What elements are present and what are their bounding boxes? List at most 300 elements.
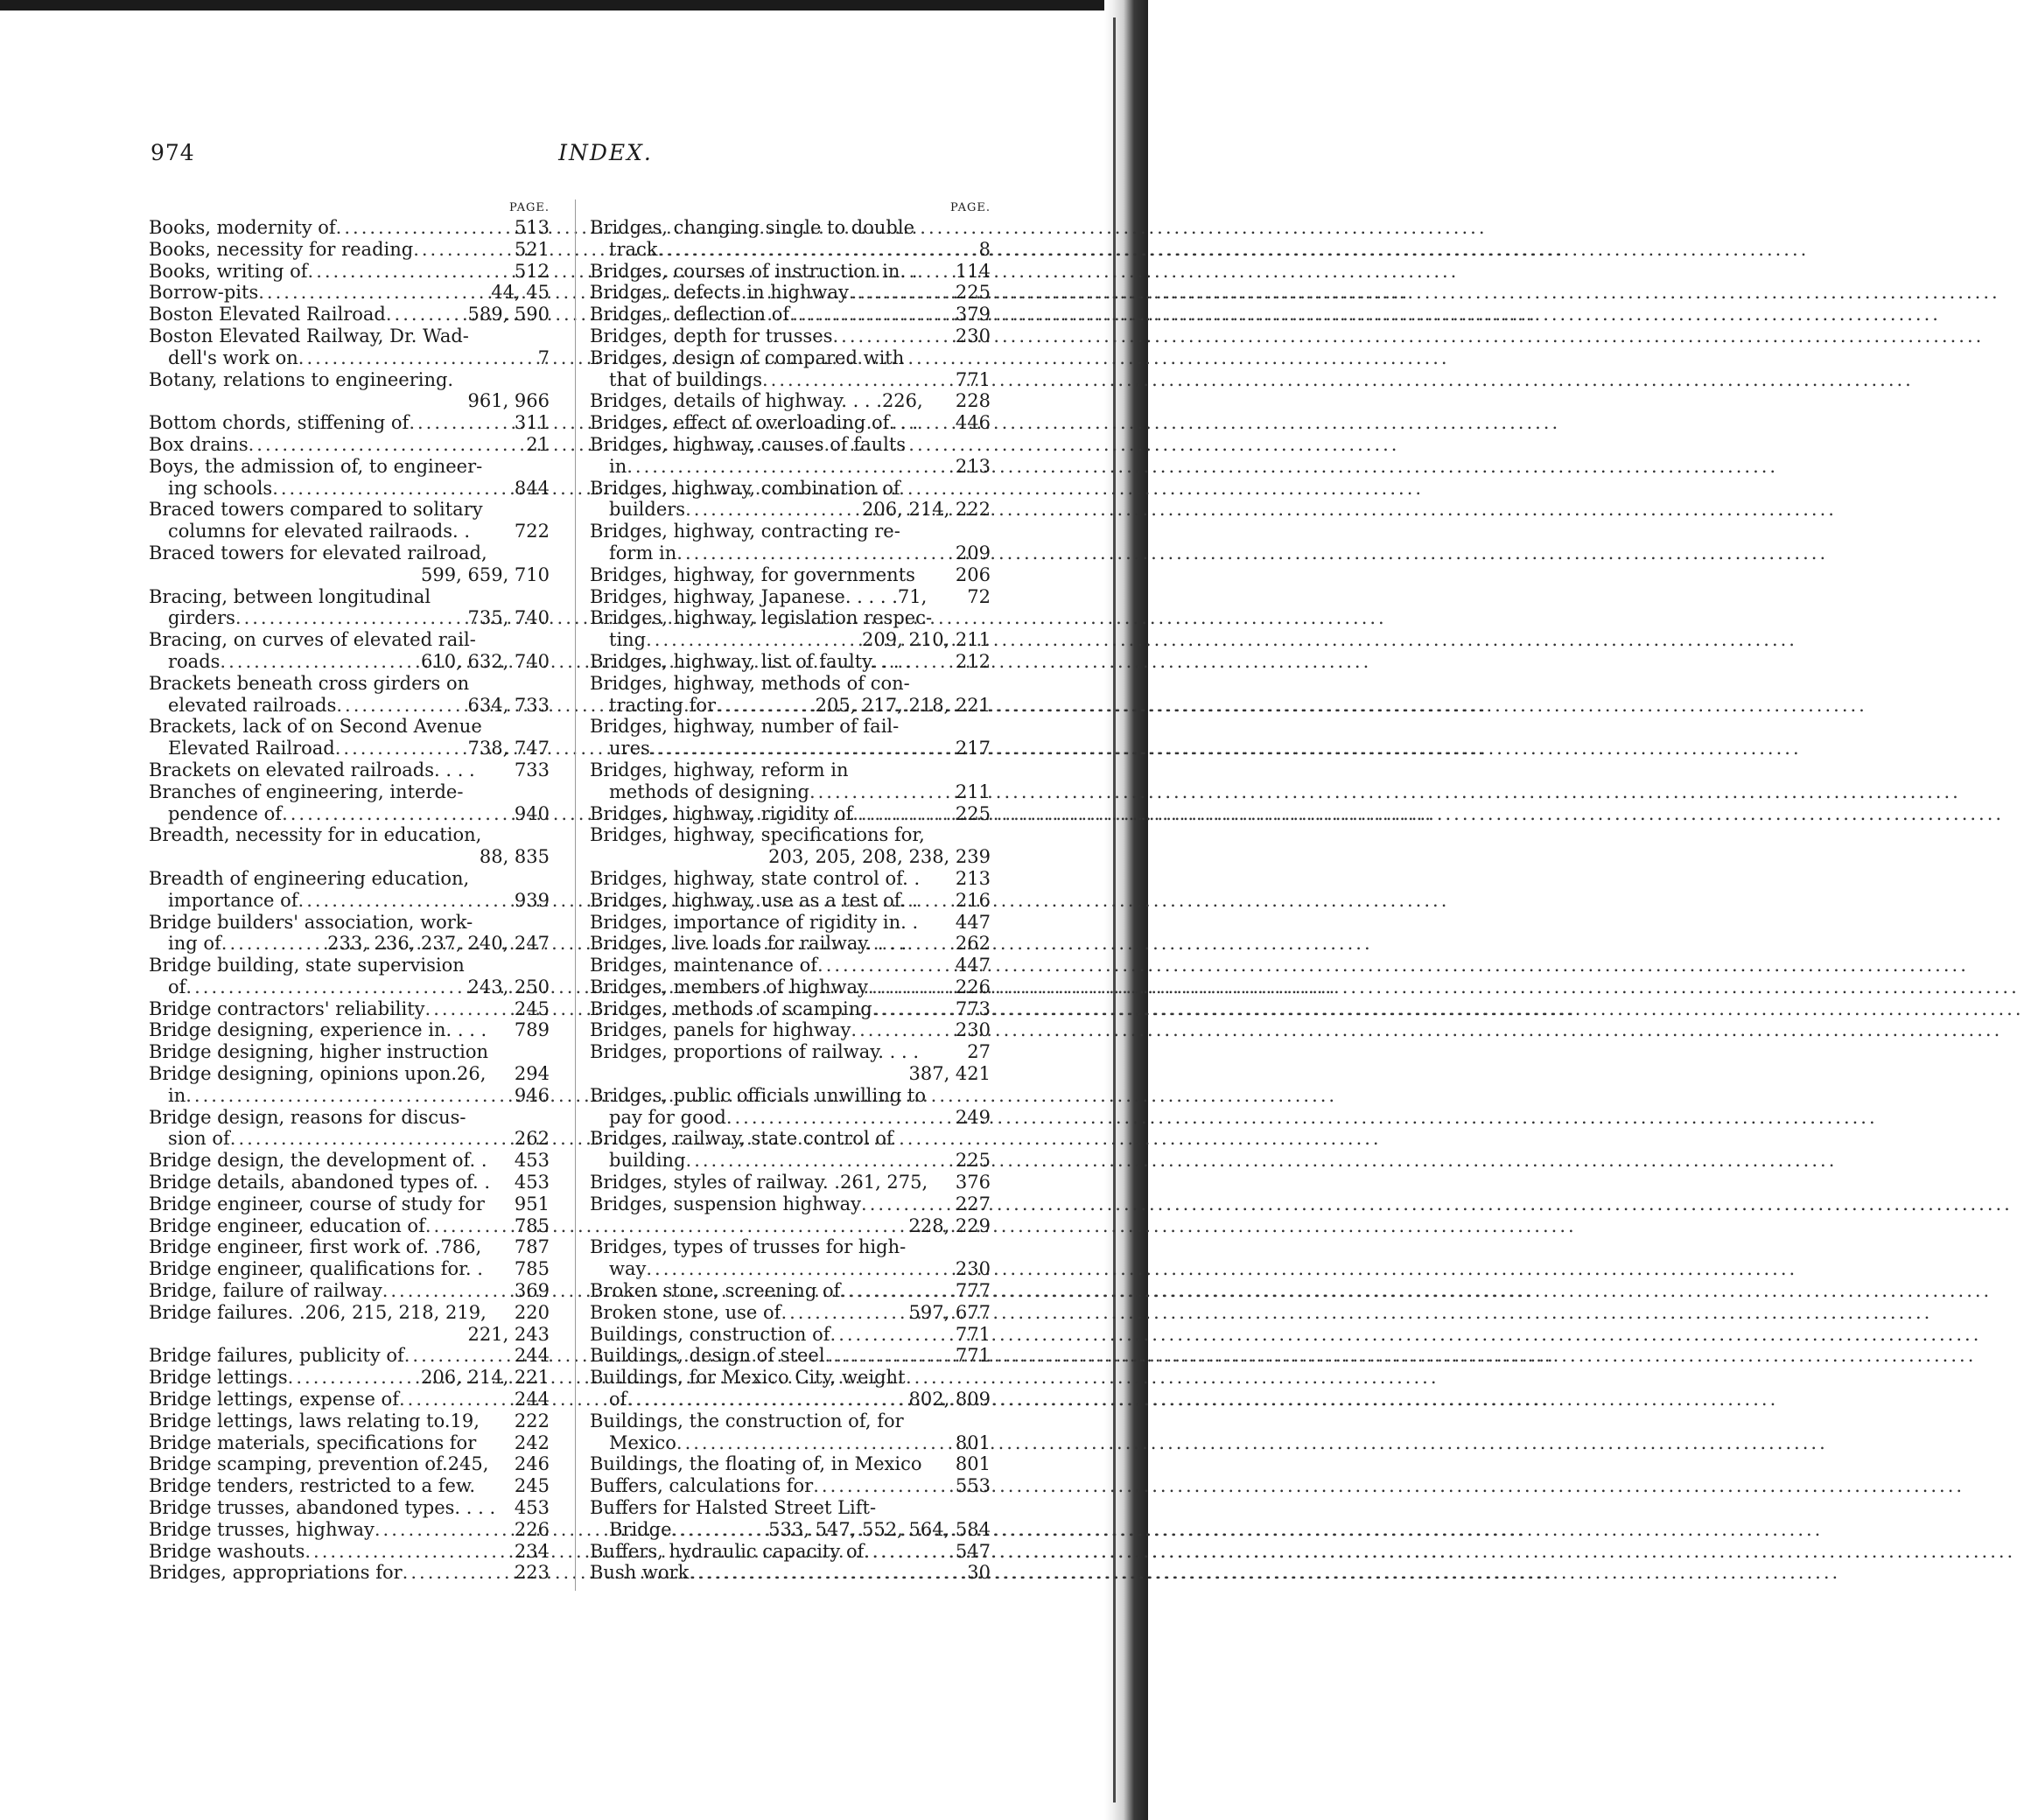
index-entry — [149, 369, 550, 413]
entry-text: Mexico — [609, 1432, 676, 1453]
dot-leader — [817, 955, 950, 976]
index-entry — [590, 1497, 991, 1541]
entry-text: Botany, relations to engineering. — [149, 368, 454, 390]
entry-text: building — [609, 1150, 686, 1172]
entry-line — [590, 673, 991, 695]
dot-leader — [221, 933, 322, 955]
index-entry — [149, 912, 550, 956]
entry-text: Bridges, railway, state control of — [590, 1128, 893, 1150]
entry-text: Bridge engineer, qualifications for. . — [149, 1258, 483, 1280]
entry-line — [149, 1562, 550, 1584]
entry-continuation-line — [590, 239, 991, 261]
entry-text: Bridge, failure of railway — [149, 1280, 382, 1302]
index-entry — [590, 217, 991, 261]
index-entry — [590, 261, 991, 283]
entry-text: Bridges, details of highway. . . .226, — [590, 390, 923, 412]
index-entry — [149, 1497, 550, 1519]
entry-text: Bridges, highway, Japanese. . . . .71, — [590, 585, 928, 607]
entry-text: Bridges, courses of instruction in. . — [590, 260, 918, 282]
entry-text: Bracing, between longitudinal — [149, 585, 431, 607]
entry-text: Borrow-pits — [149, 282, 259, 304]
entry-text: Bridges, highway, legislation respec- — [590, 607, 933, 629]
entry-line — [590, 521, 991, 542]
entry-text: Buffers, calculations for — [590, 1475, 814, 1497]
page-references: 939 — [514, 889, 550, 911]
index-entry — [149, 1302, 550, 1346]
entry-text: ting — [609, 629, 647, 651]
entry-text: tracting for — [609, 694, 717, 716]
entry-continuation-line — [590, 1107, 991, 1129]
dot-leader — [249, 434, 522, 456]
entry-text: Bridges, deflection of — [590, 304, 790, 326]
entry-line — [149, 217, 550, 239]
page-references: 206, 214, 222 — [862, 499, 991, 521]
entry-line — [149, 1258, 550, 1280]
entry-text: pendence of — [168, 802, 283, 824]
index-entry — [149, 304, 550, 326]
dot-leader — [298, 890, 509, 912]
page-references: 610, 632, 740 — [421, 650, 550, 672]
entry-continuation-line — [149, 478, 550, 500]
entry-text: Bridges, suspension highway — [590, 1193, 862, 1214]
dot-leader — [404, 1345, 509, 1367]
page-references: 243, 250 — [467, 976, 550, 998]
page-references: 553 — [955, 1475, 991, 1497]
dot-leader — [868, 976, 950, 998]
dot-leader — [646, 629, 857, 651]
entry-text: Bridges, highway, rigidity of — [590, 802, 853, 824]
entry-line — [590, 347, 991, 369]
page-references: 244 — [514, 1345, 550, 1367]
entry-line — [149, 912, 550, 934]
entry-line — [149, 1453, 550, 1475]
running-head — [151, 140, 1061, 170]
entry-text: Branches of engineering, interde- — [149, 780, 464, 802]
page-references: 940 — [514, 802, 550, 824]
entry-line — [590, 1041, 991, 1063]
page-references: 249 — [955, 1106, 991, 1128]
index-entry — [149, 1562, 550, 1584]
index-entry — [149, 1194, 550, 1215]
entry-text: of — [168, 976, 186, 998]
page-references: 533, 547, 552, 564, 584 — [768, 1518, 991, 1540]
page-references: 801 — [955, 1432, 991, 1453]
dot-leader — [781, 1302, 903, 1324]
entry-text: Bridges, highway, list of faulty. . . . — [590, 650, 911, 672]
index-entry — [590, 434, 991, 478]
index-entry — [590, 868, 991, 890]
entry-continuation-line — [149, 607, 550, 629]
index-entry — [590, 1194, 991, 1237]
index-entry — [149, 217, 550, 239]
entry-line — [590, 1236, 991, 1258]
page-references: 212 — [955, 650, 991, 672]
page-references: 209, 210, 211 — [862, 629, 991, 651]
page-references: 738, 747 — [467, 738, 550, 760]
page-references: 233, 236, 237, 240, 247 — [327, 933, 550, 955]
entry-line — [149, 586, 550, 608]
index-entry — [590, 760, 991, 803]
entry-text: Bridges, changing single to double — [590, 217, 914, 238]
running-title: INDEX. — [558, 140, 653, 165]
page-references: 521 — [514, 238, 550, 260]
entry-text: Bridges, methods of scamping — [590, 998, 872, 1019]
page-references: 946 — [514, 1084, 550, 1106]
entry-text: Bridge designing, higher instruction — [149, 1041, 488, 1063]
entry-line — [149, 434, 550, 456]
entry-line — [149, 955, 550, 976]
dot-leader — [672, 1519, 764, 1541]
entry-line — [590, 1541, 991, 1563]
page-references: 262 — [955, 933, 991, 955]
index-entry — [149, 1475, 550, 1497]
entry-line — [590, 760, 991, 781]
dot-leader — [282, 803, 509, 825]
dot-leader — [425, 998, 509, 1020]
index-entry — [149, 282, 550, 304]
index-entry — [149, 1432, 550, 1454]
index-entry — [149, 1258, 550, 1280]
entry-continuation-line — [149, 976, 550, 998]
entry-text: Bridge building, state supervision — [149, 955, 465, 976]
dot-leader — [832, 326, 949, 347]
page-references: 205, 217, 218, 221 — [815, 694, 991, 716]
entry-line — [149, 1475, 550, 1497]
entry-text: Bridge — [609, 1518, 672, 1540]
dot-leader — [851, 1019, 949, 1041]
page-references: 634, 733 — [467, 694, 550, 716]
page-references: 242 — [514, 1432, 550, 1453]
entry-line — [590, 261, 991, 283]
entry-text: Bridge failures, publicity of — [149, 1345, 404, 1367]
entry-text: Bridge lettings, expense of — [149, 1389, 399, 1410]
index-entry — [590, 1410, 991, 1454]
entry-line — [149, 304, 550, 326]
index-entry — [149, 1236, 550, 1258]
entry-line — [149, 868, 550, 890]
entry-line — [149, 1194, 550, 1215]
entry-continuation-line — [590, 1258, 991, 1280]
dot-leader — [375, 1519, 509, 1541]
entry-line — [149, 1215, 550, 1237]
entry-text: Bridge engineer, first work of. .786, — [149, 1236, 482, 1258]
page-references: 203, 205, 208, 238, 239 — [768, 846, 991, 868]
page-references: 844 — [514, 477, 550, 499]
entry-text: Breadth, necessity for in education, — [149, 824, 482, 846]
dot-leader — [258, 282, 486, 304]
entry-line — [590, 824, 991, 846]
entry-continuation-line — [149, 695, 550, 717]
entry-line — [590, 1410, 991, 1432]
index-entry — [590, 1172, 991, 1194]
index-column-left — [149, 200, 550, 1584]
entry-text: Bridges, styles of railway. .261, 275, — [590, 1172, 928, 1194]
entry-line — [149, 824, 550, 846]
page-references: 216 — [955, 889, 991, 911]
entry-line — [149, 412, 550, 434]
entry-text: form in — [609, 542, 677, 564]
page-references: 230 — [955, 1258, 991, 1280]
page-references: 221, 243 — [467, 1323, 550, 1345]
entry-continuation-line — [149, 890, 550, 912]
page-number: 974 — [151, 140, 195, 165]
entry-text: ing of — [168, 933, 221, 955]
entry-line — [590, 1085, 991, 1107]
dot-leader — [399, 1389, 509, 1410]
entry-text: Bridges, depth for trusses — [590, 325, 833, 346]
entry-line — [590, 586, 991, 608]
page-references: 228 — [955, 390, 991, 412]
column-divider — [575, 200, 576, 1591]
entry-text: Bridge designing, experience in. . . . — [149, 1019, 487, 1041]
entry-line — [590, 1019, 991, 1041]
dot-leader — [650, 738, 950, 760]
entry-line — [590, 933, 991, 955]
index-entry — [149, 1389, 550, 1410]
entry-text: Boston Elevated Railway, Dr. Wad- — [149, 325, 469, 346]
index-entry — [149, 499, 550, 542]
entry-line — [590, 1453, 991, 1475]
page-references: 213 — [955, 867, 991, 889]
index-entry — [590, 912, 991, 934]
entry-text: way — [609, 1258, 647, 1280]
entry-text: Buildings, design of steel — [590, 1345, 825, 1367]
index-entry — [590, 1302, 991, 1324]
entry-line — [590, 1302, 991, 1324]
page-references: 453 — [514, 1150, 550, 1172]
entry-text: Bracing, on curves of elevated rail- — [149, 629, 476, 651]
entry-text: Bridges, highway, number of fail- — [590, 716, 900, 738]
page-references: 722 — [514, 521, 550, 542]
dot-leader — [186, 976, 462, 998]
index-entry — [590, 326, 991, 347]
entry-continuation-line — [590, 695, 991, 717]
dot-leader — [657, 239, 973, 261]
index-entry — [149, 456, 550, 500]
page-references: 226 — [514, 1518, 550, 1540]
entry-text: Breadth of engineering education, — [149, 867, 470, 889]
entry-text: Braced towers compared to solitary — [149, 499, 483, 521]
entry-text: Brackets, lack of on Second Avenue — [149, 716, 482, 738]
dot-leader — [425, 1215, 509, 1237]
entry-line — [149, 673, 550, 695]
entry-continuation-line — [590, 1519, 991, 1541]
entry-text: Bridge materials, specifications for — [149, 1432, 477, 1453]
entry-text: Elevated Railroad — [168, 738, 335, 760]
page-references: 27 — [967, 1041, 991, 1063]
entry-line — [149, 781, 550, 803]
entry-line — [149, 1172, 550, 1194]
dot-leader — [305, 1541, 509, 1563]
entry-text: Bush work — [590, 1562, 690, 1584]
page-references: 387, 421 — [908, 1063, 991, 1085]
page-references: 209 — [955, 542, 991, 564]
entry-line — [590, 1172, 991, 1194]
index-entry — [149, 1453, 550, 1475]
entry-continuation-line — [590, 1063, 991, 1085]
entry-line — [149, 456, 550, 478]
page-references: 446 — [955, 412, 991, 434]
page-references: 773 — [955, 998, 991, 1019]
entry-text: Boys, the admission of, to engineer- — [149, 455, 483, 477]
page-references: 246 — [514, 1453, 550, 1475]
entry-text: Bridges, appropriations for — [149, 1562, 403, 1584]
index-column-right — [590, 200, 991, 1584]
entry-line — [149, 1280, 550, 1302]
index-entry — [149, 781, 550, 825]
page-references: 785 — [514, 1258, 550, 1280]
entry-text: Buffers, hydraulic capacity of — [590, 1540, 865, 1562]
index-entry — [149, 1107, 550, 1151]
index-entry — [590, 933, 991, 955]
page-references: 206, 214, 221 — [421, 1367, 550, 1389]
dot-leader — [382, 1280, 509, 1302]
page-references: 44, 45 — [491, 282, 550, 304]
index-entry — [149, 1519, 550, 1541]
entry-line — [590, 651, 991, 673]
entry-line — [590, 976, 991, 998]
page-references: 453 — [514, 1497, 550, 1519]
dot-leader — [849, 282, 950, 304]
dot-leader — [272, 478, 509, 500]
dot-leader — [288, 1367, 416, 1389]
entry-continuation-line — [149, 521, 550, 542]
page-references: 114 — [955, 260, 991, 282]
entry-text: in — [168, 1084, 186, 1106]
dot-leader — [852, 803, 950, 825]
entry-text: builders — [609, 499, 686, 521]
entry-text: Broken stone, screening of — [590, 1280, 841, 1302]
entry-continuation-line — [149, 1128, 550, 1150]
entry-text: ing schools — [168, 477, 273, 499]
page-references: 801 — [955, 1453, 991, 1475]
index-entry — [149, 1041, 550, 1063]
entry-text: of — [609, 1389, 627, 1410]
entry-continuation-line — [590, 846, 991, 868]
index-entry — [590, 1367, 991, 1410]
page-references: 88, 835 — [479, 846, 550, 868]
page-references: 547 — [955, 1540, 991, 1562]
index-entry — [590, 998, 991, 1020]
entry-text: sion of — [168, 1128, 230, 1150]
entry-text: Bridges, highway, combination of — [590, 477, 900, 499]
page-references: 513 — [514, 217, 550, 238]
index-entry — [149, 716, 550, 760]
index-entry — [590, 412, 991, 434]
page-references: 228, 229 — [908, 1214, 991, 1236]
entry-line — [149, 499, 550, 521]
entry-line — [590, 412, 991, 434]
entry-line — [590, 955, 991, 976]
entry-text: importance of — [168, 889, 298, 911]
page-references: 735, 740 — [467, 607, 550, 629]
entry-line — [590, 868, 991, 890]
dot-leader — [646, 1258, 950, 1280]
index-entry — [590, 390, 991, 412]
entry-line — [149, 1497, 550, 1519]
entry-text: Bridge contractors' reliability — [149, 998, 425, 1019]
entry-line — [590, 716, 991, 738]
page-references: 227 — [955, 1193, 991, 1214]
entry-text: Broken stone, use of — [590, 1301, 781, 1323]
entry-line — [149, 282, 550, 304]
page-references: 245 — [514, 998, 550, 1019]
entry-line — [149, 1519, 550, 1541]
entry-text: Bridge trusses, abandoned types. . . . — [149, 1497, 496, 1519]
entry-text: Books, necessity for reading — [149, 238, 414, 260]
page-references: 453 — [514, 1172, 550, 1194]
entry-text: Bridges, members of highway — [590, 976, 868, 998]
entry-continuation-line — [590, 738, 991, 760]
entry-line — [590, 1475, 991, 1497]
entry-line — [590, 1128, 991, 1150]
entry-continuation-line — [149, 738, 550, 760]
entry-line — [590, 1497, 991, 1519]
entry-text: Bridge designing, opinions upon.26, — [149, 1063, 487, 1085]
entry-line — [149, 1041, 550, 1063]
entry-continuation-line — [149, 803, 550, 825]
entry-continuation-line — [149, 933, 550, 955]
entry-continuation-line — [149, 390, 550, 412]
entry-text: Bridge washouts — [149, 1540, 305, 1562]
entry-text: Bridge design, reasons for discus- — [149, 1106, 466, 1128]
entry-continuation-line — [590, 781, 991, 803]
entry-text: Bridges, highway, for governments — [590, 564, 915, 585]
index-entry — [149, 326, 550, 369]
page-references: 211 — [955, 780, 991, 802]
entry-line — [149, 1541, 550, 1563]
dot-leader — [825, 1345, 950, 1367]
entry-line — [149, 239, 550, 261]
entry-text: Bridges, highway, contracting re- — [590, 521, 900, 542]
dot-leader — [409, 412, 509, 434]
entry-line — [149, 1345, 550, 1367]
entry-line — [149, 1236, 550, 1258]
entry-text: Bridges, effect of overloading of. . . — [590, 412, 919, 434]
index-entry — [149, 1280, 550, 1302]
entry-line — [590, 890, 991, 912]
page-references: 771 — [955, 1323, 991, 1345]
entry-text: Bridges, design of compared with — [590, 346, 905, 368]
entry-text: dell's work on — [168, 346, 298, 368]
dot-leader — [864, 1541, 950, 1563]
index-entry — [149, 412, 550, 434]
index-entry — [149, 1410, 550, 1432]
entry-line — [149, 716, 550, 738]
index-entry — [149, 1541, 550, 1563]
entry-text: columns for elevated railraods. . — [168, 521, 471, 542]
index-entry — [590, 890, 991, 912]
entry-line — [149, 1302, 550, 1324]
entry-line — [590, 998, 991, 1020]
index-entry — [590, 976, 991, 998]
entry-continuation-line — [149, 651, 550, 673]
index-entry — [149, 673, 550, 717]
page-references: 777 — [955, 1280, 991, 1302]
page-references: 787 — [514, 1236, 550, 1258]
page-references: 234 — [514, 1540, 550, 1562]
index-entry — [149, 434, 550, 456]
entry-line — [149, 760, 550, 781]
page-references: 512 — [514, 260, 550, 282]
index-entry — [590, 564, 991, 586]
entry-line — [590, 607, 991, 629]
index-entry — [590, 304, 991, 326]
page-references: 771 — [955, 368, 991, 390]
page-references: 225 — [955, 802, 991, 824]
page-references: 447 — [955, 955, 991, 976]
page-references: 230 — [955, 325, 991, 346]
